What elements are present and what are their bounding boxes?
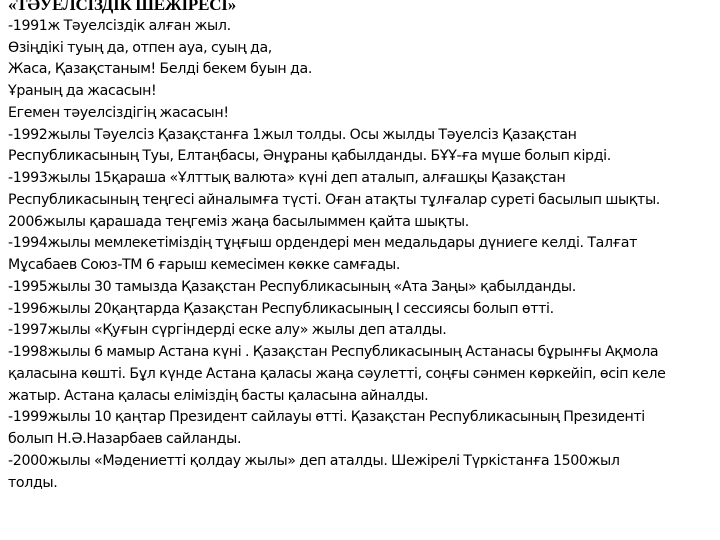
text-line-1991: -1991ж Тәуелсіздік алған жыл.	[8, 17, 231, 34]
poem-line-4: Егемен тәуелсіздігің жасасын!	[8, 104, 229, 121]
text-line-1993-cont: Республикасының теңгесі айналымға түсті. Оған атақты тұлғалар суреті басылып шықты.	[8, 191, 660, 208]
text-line-2006: 2006жылы қарашада теңгеміз жаңа басылыммен қайта шықты.	[8, 213, 469, 230]
poem-line-1: Өзіңдікі туың да, отпен ауа, суың да,	[8, 39, 272, 56]
text-line-1994-cont: Мұсабаев Союз-ТМ 6 ғарыш кемесімен көкке самғады.	[8, 257, 401, 273]
text-line-2000-cont: толды.	[8, 474, 58, 491]
text-line-2000: -2000жылы «Мәдениетті қолдау жылы» деп аталды. Шежірелі Түркістанға 1500жыл	[8, 452, 620, 469]
text-line-1997: -1997жылы «Қуғын сүргіндерді еске алу» жылы деп аталды.	[8, 322, 447, 339]
text-line-1998-cont-2: жатыр. Астана қаласы еліміздің басты қаласына айналды.	[8, 387, 429, 404]
text-line-1992: -1992жылы Тәуелсіз Қазақстанға 1жыл толды. Осы жылды Тәуелсіз Қазақстан	[8, 126, 577, 143]
text-line-1998: -1998жылы 6 мамыр Астана күні . Қазақстан Республикасының Астанасы бұрынғы Ақмола	[8, 344, 659, 360]
poem-line-3: Ұраның да жасасын!	[8, 83, 157, 99]
text-line-1998-cont-1: қаласына көшті. Бұл күнде Астана қаласы жаңа сәулетті, соңғы сәнмен көркейіп, өсіп келе	[8, 365, 666, 382]
text-line-1999-cont: болып Н.Ә.Назарбаев сайланды.	[8, 431, 242, 447]
text-line-1994: -1994жылы мемлекетіміздің тұңғыш ордендері мен медальдары дүниеге келді. Талғат	[8, 235, 638, 252]
text-line-1995: -1995жылы 30 тамызда Қазақстан Республикасының «Ата Заңы» қабылданды.	[8, 278, 576, 295]
text-line-1993: -1993жылы 15қараша «Ұлттық валюта» күні деп аталып, алғашқы Қазақстан	[8, 170, 566, 186]
text-line-1992-cont: Республикасының Туы, Елтаңбасы, Әнұраны қабылданды. БҰҰ-ға мүше болып кірді.	[8, 148, 611, 165]
text-line-1996: -1996жылы 20қаңтарда Қазақстан Республикасының І сессиясы болып өтті.	[8, 300, 554, 317]
text-line-1999: -1999жылы 10 қаңтар Президент сайлауы өтті. Қазақстан Республикасының Президенті	[8, 409, 645, 426]
document-body	[8, 0, 720, 494]
poem-line-2: Жаса, Қазақстаным! Белді бекем буын да.	[8, 61, 312, 78]
document-title: «ТӘУЕЛСІЗДІК ШЕЖІРЕСІ»	[8, 0, 237, 14]
